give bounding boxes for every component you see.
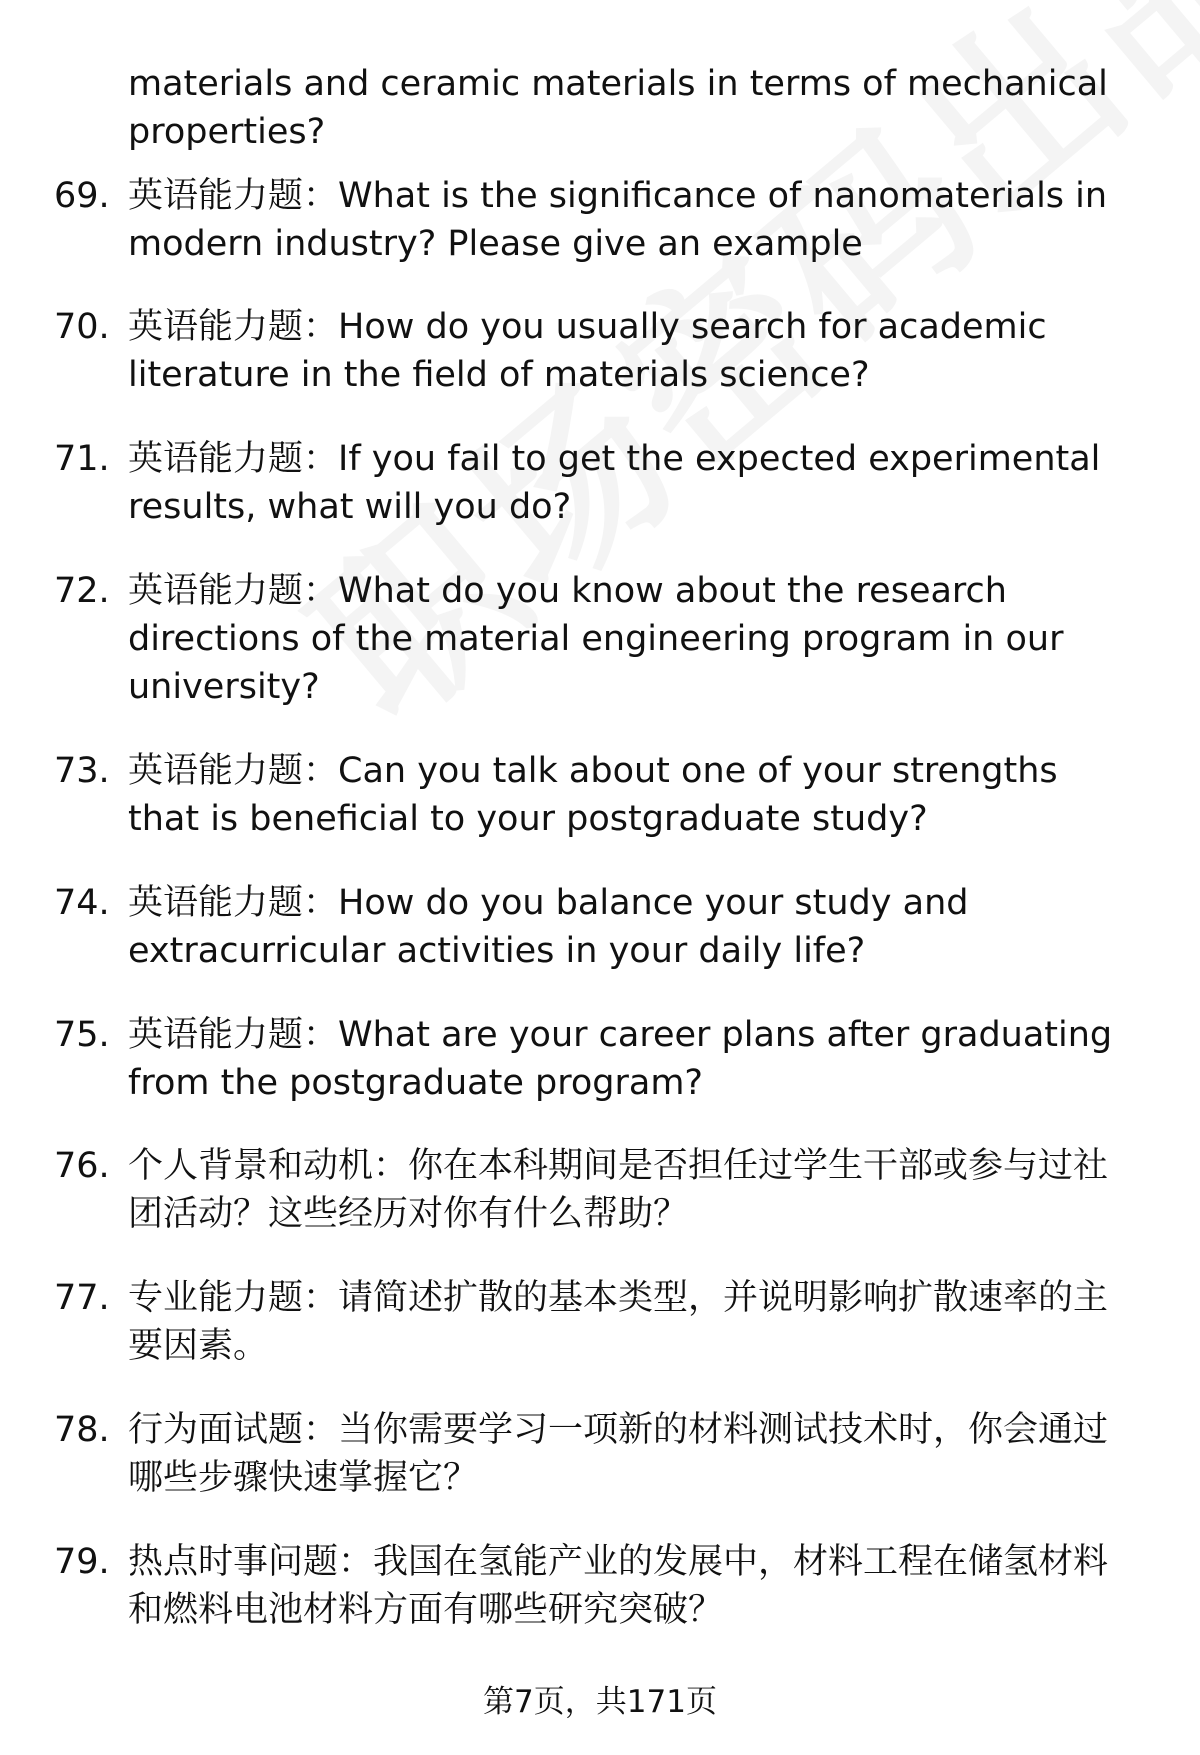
question-text: 英语能力题：If you fail to get the expected experimental results, what will you do?	[128, 439, 1101, 527]
question-text: 热点时事问题：我国在氢能产业的发展中，材料工程在储氢材料和燃料电池材料方面有哪些研究突破？	[128, 1542, 1109, 1630]
question-text: 英语能力题：How do you balance your study and extracurricular activities in your daily life?	[128, 883, 969, 971]
question-text: 个人背景和动机：你在本科期间是否担任过学生干部或参与过社团活动？这些经历对你有什么帮助？	[128, 1146, 1109, 1234]
question-number: 69.	[54, 176, 110, 216]
question-number: 77.	[54, 1278, 110, 1318]
continued-question-text: materials and ceramic materials in terms of mechanical properties?	[128, 64, 1108, 152]
question-text: 英语能力题：What is the significance of nanomaterials in modern industry? Please give an example	[128, 176, 1108, 264]
page-footer: 第7页，共171页	[483, 1684, 717, 1720]
question-number: 75.	[54, 1015, 110, 1055]
question-text: 英语能力题：Can you talk about one of your strengths that is beneficial to your postgraduate study?	[128, 751, 1058, 839]
question-number: 71.	[54, 439, 110, 479]
question-number: 79.	[54, 1542, 110, 1582]
question-number: 76.	[54, 1146, 110, 1186]
question-number: 78.	[54, 1410, 110, 1450]
question-text: 英语能力题：What do you know about the research directions of the material engineering program in our university?	[128, 571, 1064, 707]
question-number: 74.	[54, 883, 110, 923]
question-number: 72.	[54, 571, 110, 611]
question-text: 英语能力题：What are your career plans after graduating from the postgraduate program?	[128, 1015, 1113, 1103]
question-text: 英语能力题：How do you usually search for academic literature in the field of materials science?	[128, 307, 1047, 395]
question-text: 行为面试题：当你需要学习一项新的材料测试技术时，你会通过哪些步骤快速掌握它？	[128, 1410, 1109, 1498]
question-number: 73.	[54, 751, 110, 791]
question-number: 70.	[54, 307, 110, 347]
question-text: 专业能力题：请简述扩散的基本类型，并说明影响扩散速率的主要因素。	[128, 1278, 1109, 1366]
